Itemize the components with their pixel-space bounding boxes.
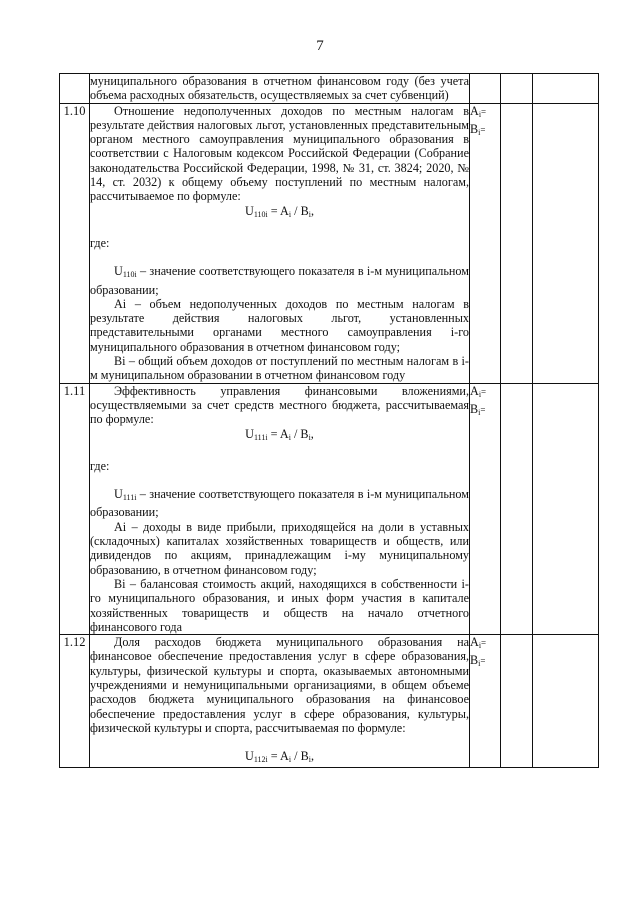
where-label: где: [90, 235, 110, 250]
page-number: 7 [316, 38, 324, 54]
definition-a: Ai – объем недополученных доходов по местным налогам в результате действия налоговых льгот, установленных представительными органами местного самоуправления i-го муниципального образования в отчетном финансовом году; [90, 296, 469, 354]
variables-cell: $A_i=$ $B_i=$ [470, 103, 501, 383]
formula: $U_{112i} = A_i / B_i$, [245, 749, 314, 765]
row-description: муниципального образования в отчетном финансовом году (без учета объема расходных обязательств, осуществляемых за счет субвенций) [90, 74, 469, 103]
row-number [60, 74, 90, 104]
indicator-definition: Эффективность управления финансовыми вложениями, осуществляемыми за счет средств местного бюджета, рассчитываемая по формуле: [90, 383, 469, 427]
table-row [60, 103, 599, 383]
formula: $U_{110i} = A_i / B_i$, [245, 203, 314, 219]
definition-u: $U_{110i}$ – значение соответствующего показателя в i-м муниципальном образовании; [90, 264, 469, 297]
where-label: где: [90, 458, 110, 473]
table-row [60, 74, 599, 104]
definition-a: Ai – доходы в виде прибыли, приходящейся на доли в уставных (складочных) капиталах хозяйственных товариществ и обществ, или дивидендов по акциям, принадлежащим i-му муниципальному образованию, в отчетном финансовом году; [90, 519, 469, 577]
table-row [60, 383, 599, 634]
indicator-table [59, 73, 599, 768]
definition-b: Bi – балансовая стоимость акций, находящихся в собственности i-го муниципального образования, и иных форм участия в капитале хозяйственных товариществ и обществ на начало отчетного финансового года [90, 576, 469, 634]
indicator-definition: Доля расходов бюджета муниципального образования на финансовое обеспечение предоставления услуг в сфере образования, культуры, физической культуры и спорта, оказываемых автономными учреждениями и немуниципальными организациями, в общем объеме расходов бюджета муниципального образования на финансовое обеспечение предоставления услуг в сфере образования, культуры, физической культуры и спорта, рассчитываемая по формуле: [90, 635, 469, 735]
row-number: 1.12 [60, 635, 90, 768]
indicator-definition: Отношение недополученных доходов по местным налогам в результате действия налоговых льгот, установленных представительным органом местного самоуправления муниципального образования в соответствии с Налоговым кодексом Российской Федерации (Собрание законодательства Российской Федерации, 1998, № 31, ст. 3824; 2020, № 14, ст. 2032) к общему объему поступлений по местным налогам, рассчитываемое по формуле: [90, 103, 469, 204]
definition-b: Bi – общий объем доходов от поступлений по местным налогам в i-м муниципальном образовании в отчетном финансовом году [90, 354, 469, 383]
definition-u: $U_{111i}$ – значение соответствующего показателя в i-м муниципальном образовании; [90, 487, 469, 520]
row-number: 1.11 [60, 383, 90, 634]
formula: $U_{111i} = A_i / B_i$, [245, 426, 314, 442]
table-row [60, 635, 599, 768]
variables-cell: $A_i=$ $B_i=$ [470, 635, 501, 768]
row-number: 1.10 [60, 103, 90, 383]
variables-cell: $A_i=$ $B_i=$ [470, 383, 501, 634]
